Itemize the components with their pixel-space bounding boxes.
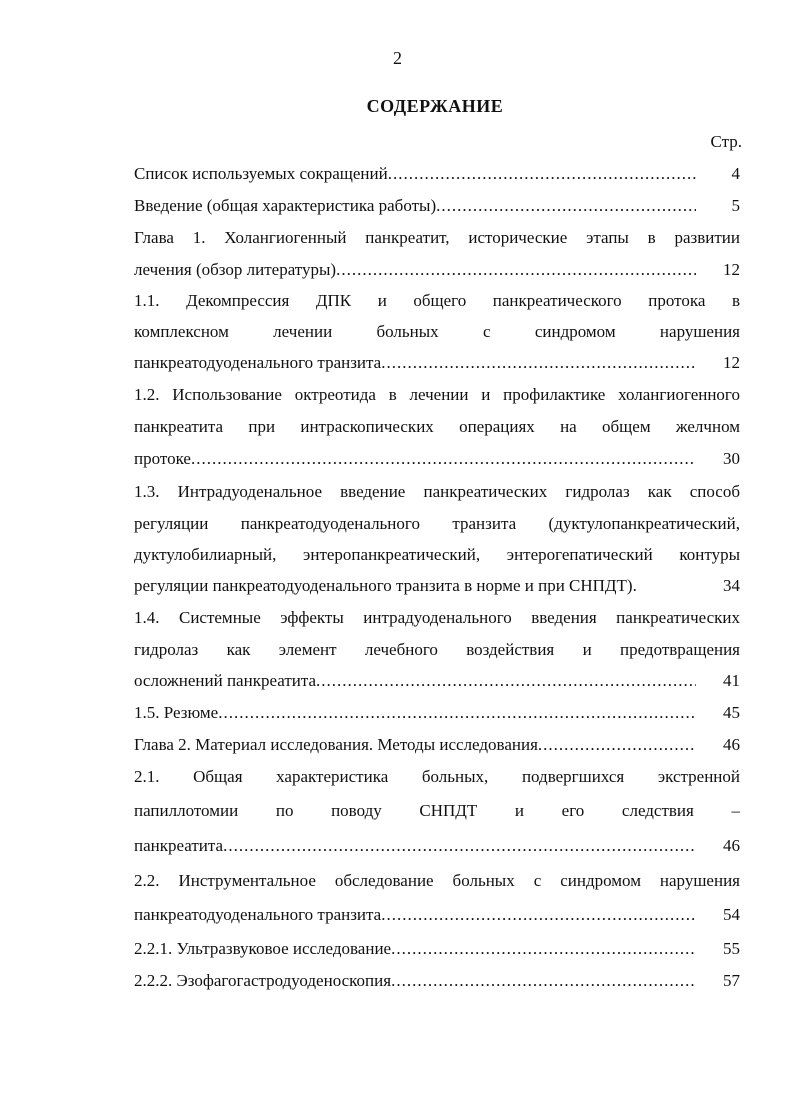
- toc-page-number: 4: [731, 164, 740, 183]
- dot-leader: [218, 703, 696, 723]
- toc-entry-line: Глава 1. Холангиогенный панкреатит, исторические этапы в развитии: [134, 228, 740, 247]
- toc-entry-last-line: [134, 260, 740, 280]
- toc-page-number: 5: [731, 196, 740, 215]
- toc-entry-line: 1.2. Использование октреотида в лечении и профилактике холангиогенного: [134, 385, 740, 404]
- dot-leader: [336, 260, 696, 280]
- dot-leader: [381, 905, 696, 925]
- toc-entry-last-line: [134, 905, 740, 925]
- toc-page-number: 41: [723, 671, 740, 690]
- toc-entry-last-line: [134, 449, 740, 469]
- toc-page-number: 46: [723, 836, 740, 855]
- toc-entry-line: дуктулобилиарный, энтеропанкреатический, энтерогепатический контуры: [134, 545, 740, 564]
- toc-entry-text: 2.2.2. Эзофагогастродуоденоскопия: [134, 971, 392, 990]
- toc-entry-line: 2.2. Инструментальное обследование больных с синдромом нарушения: [134, 871, 740, 890]
- toc-entry-text: панкреатита: [134, 836, 224, 855]
- toc-page-number: 46: [723, 735, 740, 754]
- toc-entry-text: протоке: [134, 449, 191, 468]
- toc-entry-text: 2.2.1. Ультразвуковое исследование: [134, 939, 392, 958]
- toc-entry-text: панкреатодуоденального транзита: [134, 905, 382, 924]
- toc-entry-text: Список используемых сокращений: [134, 164, 388, 183]
- toc-page-number: 12: [723, 353, 740, 372]
- dot-leader: [388, 164, 696, 184]
- toc-page-number: 54: [723, 905, 740, 924]
- toc-page-number: 12: [723, 260, 740, 279]
- dot-leader: [223, 836, 696, 856]
- toc-entry-abbreviations[interactable]: [134, 164, 740, 184]
- toc-entry-1-5[interactable]: [134, 703, 740, 723]
- page-column-label: Стр.: [710, 132, 742, 151]
- toc-entry-line: 1.4. Системные эффекты интрадуоденального введения панкреатических: [134, 608, 740, 627]
- dot-leader: [436, 196, 696, 216]
- toc-entry-line: 1.3. Интрадуоденальное введение панкреатических гидролаз как способ: [134, 482, 740, 501]
- toc-entry-last-line: [134, 671, 740, 691]
- toc-entry-text: панкреатодуоденального транзита: [134, 353, 382, 372]
- toc-entry-line: 2.1. Общая характеристика больных, подвергшихся экстренной: [134, 767, 740, 786]
- page-number: 2: [393, 48, 402, 68]
- toc-entry-text: Глава 2. Материал исследования. Методы исследования: [134, 735, 538, 754]
- toc-entry-line: папиллотомии по поводу СНПДТ и его следствия –: [134, 801, 740, 820]
- toc-entry-text: регуляции панкреатодуоденального транзита в норме и при СНПДТ).: [134, 576, 637, 595]
- dot-leader: [391, 971, 696, 991]
- toc-entry-text: Введение (общая характеристика работы): [134, 196, 437, 215]
- toc-entry-line: комплексном лечении больных с синдромом нарушения: [134, 322, 740, 341]
- toc-entry-last-line: [134, 836, 740, 856]
- toc-page-number: 57: [723, 971, 740, 990]
- toc-entry-2-2-1[interactable]: [134, 939, 740, 959]
- toc-entry-2-2-2[interactable]: [134, 971, 740, 991]
- toc-entry-line: гидролаз как элемент лечебного воздействия и предотвращения: [134, 640, 740, 659]
- dot-leader: [191, 449, 696, 469]
- dot-leader: [381, 353, 696, 373]
- toc-entry-line: панкреатита при интраскопических операциях на общем желчном: [134, 417, 740, 436]
- page-title: СОДЕРЖАНИЕ: [366, 96, 504, 116]
- dot-leader: [391, 939, 696, 959]
- toc-entry-text: 1.5. Резюме: [134, 703, 219, 722]
- toc-page-number: 30: [723, 449, 740, 468]
- toc-entry-text: осложнений панкреатита: [134, 671, 317, 690]
- dot-leader: [316, 671, 696, 691]
- toc-page-number: 45: [723, 703, 740, 722]
- toc-entry-line: 1.1. Декомпрессия ДПК и общего панкреатического протока в: [134, 291, 740, 310]
- toc-entry-introduction[interactable]: [134, 196, 740, 216]
- dot-leader: [538, 735, 696, 755]
- toc-page-number: 34: [723, 576, 740, 595]
- toc-entry-chapter-2[interactable]: [134, 735, 740, 755]
- toc-entry-last-line: [134, 353, 740, 373]
- toc-entry-text: лечения (обзор литературы): [134, 260, 337, 279]
- toc-entry-last-line: [134, 576, 740, 596]
- toc-page-number: 55: [723, 939, 740, 958]
- toc-entry-line: регуляции панкреатодуоденального транзита (дуктулопанкреатический,: [134, 514, 740, 533]
